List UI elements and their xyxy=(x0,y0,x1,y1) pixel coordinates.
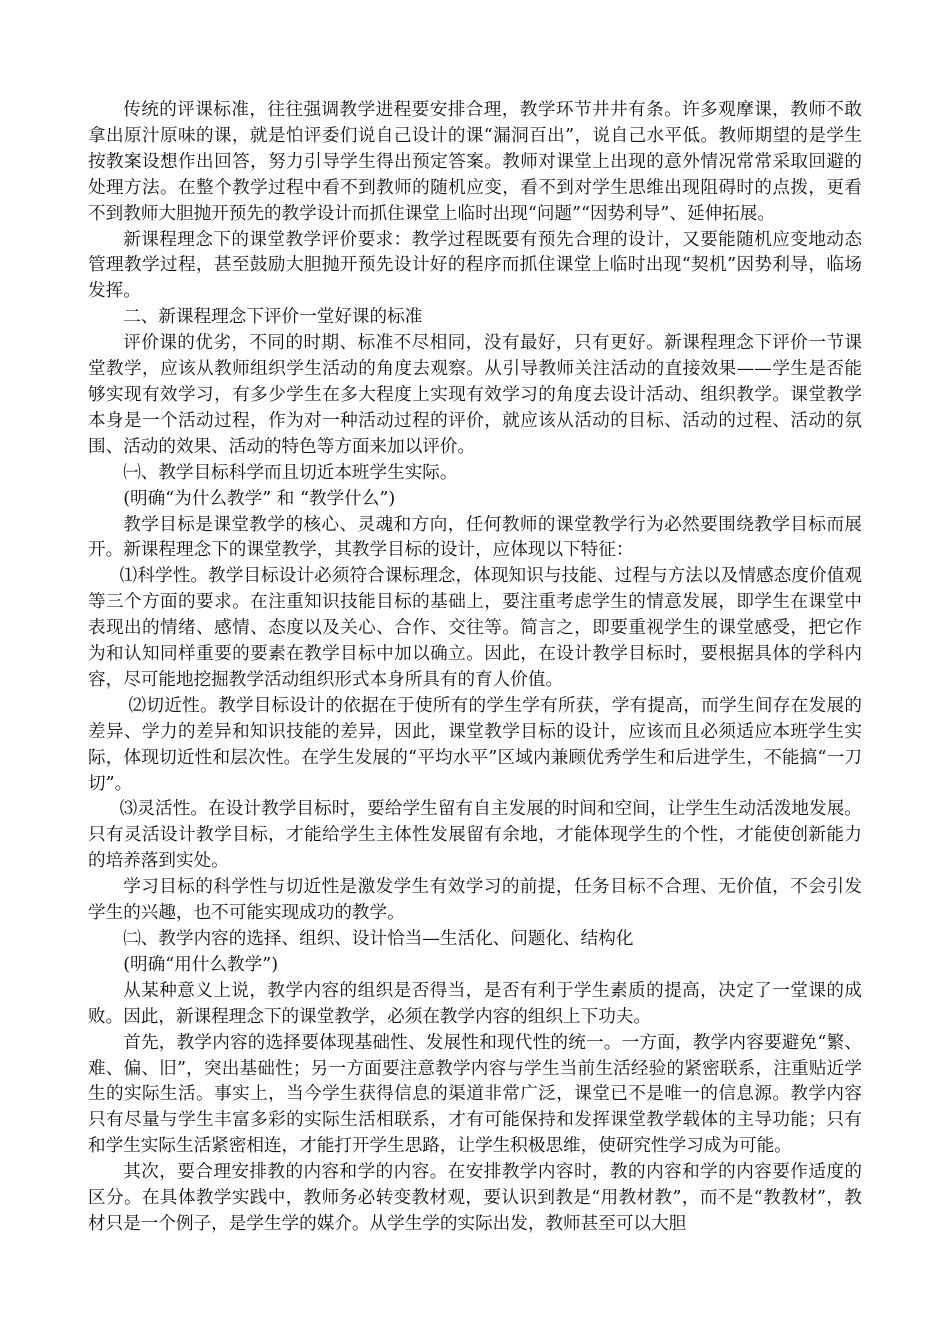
item-proximity: ⑵切近性。教学目标设计的依据在于使所有的学生学有所获，学有提高，而学生间存在发展的差异、学力的差异和知识技能的差异，因此，课堂教学目标的设计，应该而且必须适应本班学生实际，体现切近性和层次性。在学生发展的“平均水平”区域内兼顾优秀学生和后进学生，不能搞“一刀切”。 xyxy=(88,695,862,794)
paragraph-content-organization: 从某种意义上说，教学内容的组织是否得当，是否有利于学生素质的提高，决定了一堂课的成败。因此，新课程理念下的课堂教学，必须在教学内容的组织上下功夫。 xyxy=(88,980,862,1027)
subheading-2-note: (明确“用什么教学”) xyxy=(123,954,279,975)
paragraph-new-requirements: 新课程理念下的课堂教学评价要求：教学过程既要有预先合理的设计，又要能随机应变地动态管理教学过程，甚至鼓励大胆抛开预先设计好的程序而抓住课堂上临时出现“契机”因势利导，临场发挥。 xyxy=(88,229,862,302)
paragraph-traditional-standard: 传统的评课标准，往往强调教学进程要安排合理，教学环节井井有条。许多观摩课，教师不敢拿出原汁原味的课，就是怕评委们说自己设计的课“漏洞百出”，说自己水平低。教师期望的是学生按教案设想作出回答，努力引导学生得出预定答案。教师对课堂上出现的意外情况常常采取回避的处理方法。在整个教学过程中看不到教师的随机应变，看不到对学生思维出现阻碍时的点拨，更看不到教师大胆抛开预先的教学设计而抓住课堂上临时出现“问题”“因势利导”、延伸拓展。 xyxy=(88,100,862,224)
subheading-2: ㈡、教学内容的选择、组织、设计恰当—生活化、问题化、结构化 xyxy=(123,929,634,949)
item-scientific: ⑴科学性。教学目标设计必须符合课标理念，体现知识与技能、过程与方法以及情感态度价值观等三个方面的要求。在注重知识技能目标的基础上，要注重考虑学生的情意发展，即学生在课堂中表现出的情绪、感情、态度以及关心、合作、交往等。简言之，即要重视学生的课堂感受，把它作为和认知同样重要的要素在教学目标中加以确立。因此，在设计教学目标时，要根据具体的学科内容，尽可能地挖掘教学活动组织形式本身所具有的育人价值。 xyxy=(88,566,862,690)
paragraph-goal-summary: 学习目标的科学性与切近性是激发学生有效学习的前提，任务目标不合理、无价值，不会引发学生的兴趣，也不可能实现成功的教学。 xyxy=(88,877,862,924)
paragraph-goal-core: 教学目标是课堂教学的核心、灵魂和方向，任何教师的课堂教学行为必然要围绕教学目标而展开。新课程理念下的课堂教学，其教学目标的设计，应体现以下特征： xyxy=(88,514,862,561)
item-flexibility: ⑶灵活性。在设计教学目标时，要给学生留有自主发展的时间和空间，让学生生动活泼地发展。只有灵活设计教学目标，才能给学生主体性发展留有余地，才能体现学生的个性，才能使创新能力的培养落到实处。 xyxy=(88,799,862,872)
section-heading-2: 二、新课程理念下评价一堂好课的标准 xyxy=(123,307,423,328)
subheading-1: ㈠、教学目标科学而且切近本班学生实际。 xyxy=(123,462,458,483)
paragraph-evaluation-intro: 评价课的优劣，不同的时期、标准不尽相同，没有最好，只有更好。新课程理念下评价一节课堂教学，应该从教师组织学生活动的角度去观察。从引导教师关注活动的直接效果——学生是否能够实现有效学习，有多少学生在多大程度上实现有效学习的角度去设计活动、组织教学。课堂教学本身是一个活动过程，作为对一种活动过程的评价，就应该从活动的目标、活动的过程、活动的氛围、活动的效果、活动的特色等方面来加以评价。 xyxy=(88,333,862,457)
paragraph-content-second: 其次，要合理安排教的内容和学的内容。在安排教学内容时，教的内容和学的内容要作适度的区分。在具体教学实践中，教师务必转变教材观，要认识到教是“用教材教”，而不是“教教材”，教材只是一个例子，是学生学的媒介。从学生学的实际出发，教师甚至可以大胆 xyxy=(88,1162,862,1234)
subheading-1-note: (明确“为什么教学” 和 “教学什么”) xyxy=(123,488,396,509)
paragraph-content-first: 首先，教学内容的选择要体现基础性、发展性和现代性的统一。一方面，教学内容要避免“繁、难、偏、旧”，突出基础性；另一方面要注意教学内容与学生当前生活经验的紧密联系，注重贴近学生的实际生活。事实上，当今学生获得信息的渠道非常广泛，课堂已不是唯一的信息源。教学内容只有尽量与学生丰富多彩的实际生活相联系，才有可能保持和发挥课堂教学载体的主导功能；只有和学生实际生活紧密相连，才能打开学生思路，让学生积极思维，使研究性学习成为可能。 xyxy=(88,1032,862,1157)
